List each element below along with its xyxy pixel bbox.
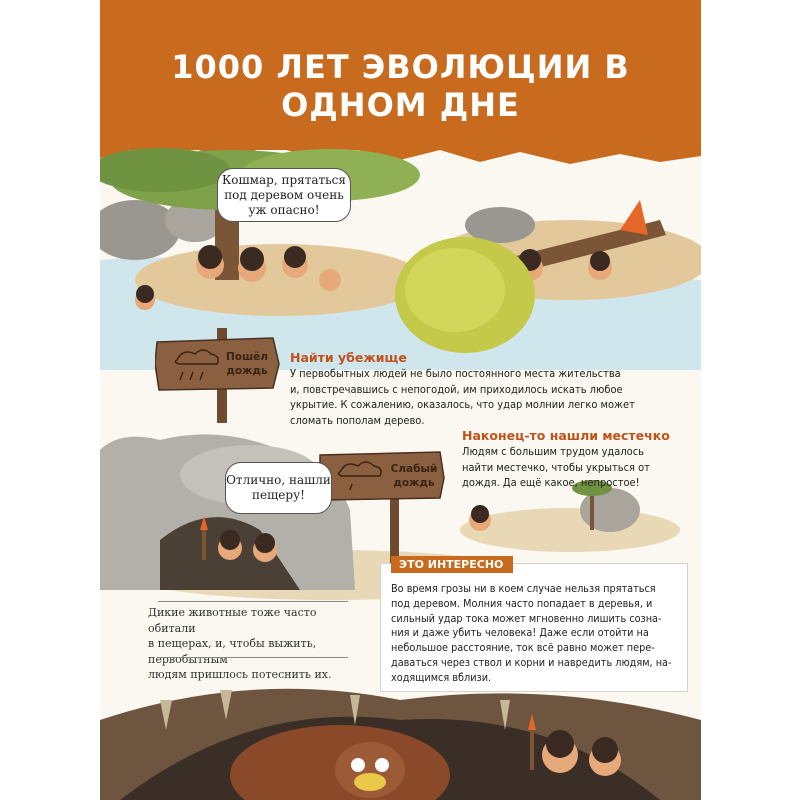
section-body-shelter: У первобытных людей не было постоянного места жительства и, повстречавшись с непогодой, им приходилось искать любое укрытие. К сожалению, оказалось, что удар молнии легко может сломать пополам дерево.	[290, 367, 635, 427]
section-heading-shelter: Найти убежище	[290, 350, 407, 365]
book-page	[100, 0, 701, 800]
divider-bottom	[158, 657, 348, 658]
section-heading-found-place: Наконец-то нашли местечко	[462, 428, 670, 443]
header-band	[100, 0, 701, 150]
bear-cave-illustration	[100, 680, 701, 800]
rain-sign	[155, 320, 285, 425]
interesting-fact-body: Во время грозы ни в коем случае нельзя прятаться под деревом. Молния часто попадает в деревья, и сильный удар тока может мгновенно лишить созна- ния и даже убить человека! Даже если отойти на небольшое расстояние, ток всё равно может пере- даваться через ствол и корни и навредить людям, на- ходящимся вблизи.	[391, 582, 672, 684]
interesting-fact-title: ЭТО ИНТЕРЕСНО	[391, 556, 513, 573]
cave-animals-note: Дикие животные тоже часто обитали в пещерах, и, чтобы выжить, первобытным людям пришлось потеснить их.	[148, 606, 332, 681]
speech-bubble-tree: Кошмар, прятаться под деревом очень уж опасно!	[217, 168, 351, 222]
rain-sign-label-2: дождь	[226, 365, 268, 377]
page-title: 1000 ЛЕТ ЭВОЛЮЦИИ В ОДНОМ ДНЕ	[171, 48, 630, 124]
section-body-found-place: Людям с большим трудом удалось найти местечко, чтобы укрыться от дождя. Да ещё какое, непростое!	[462, 445, 650, 489]
divider-top	[158, 601, 348, 602]
speech-bubble-cave: Отлично, нашли пещеру!	[225, 462, 332, 514]
light-rain-sign-label-2: дождь	[393, 477, 435, 489]
rain-sign-label-1: Пошёл	[226, 351, 268, 363]
interesting-fact-box	[380, 558, 688, 692]
light-rain-sign-label-1: Слабый	[390, 463, 438, 475]
